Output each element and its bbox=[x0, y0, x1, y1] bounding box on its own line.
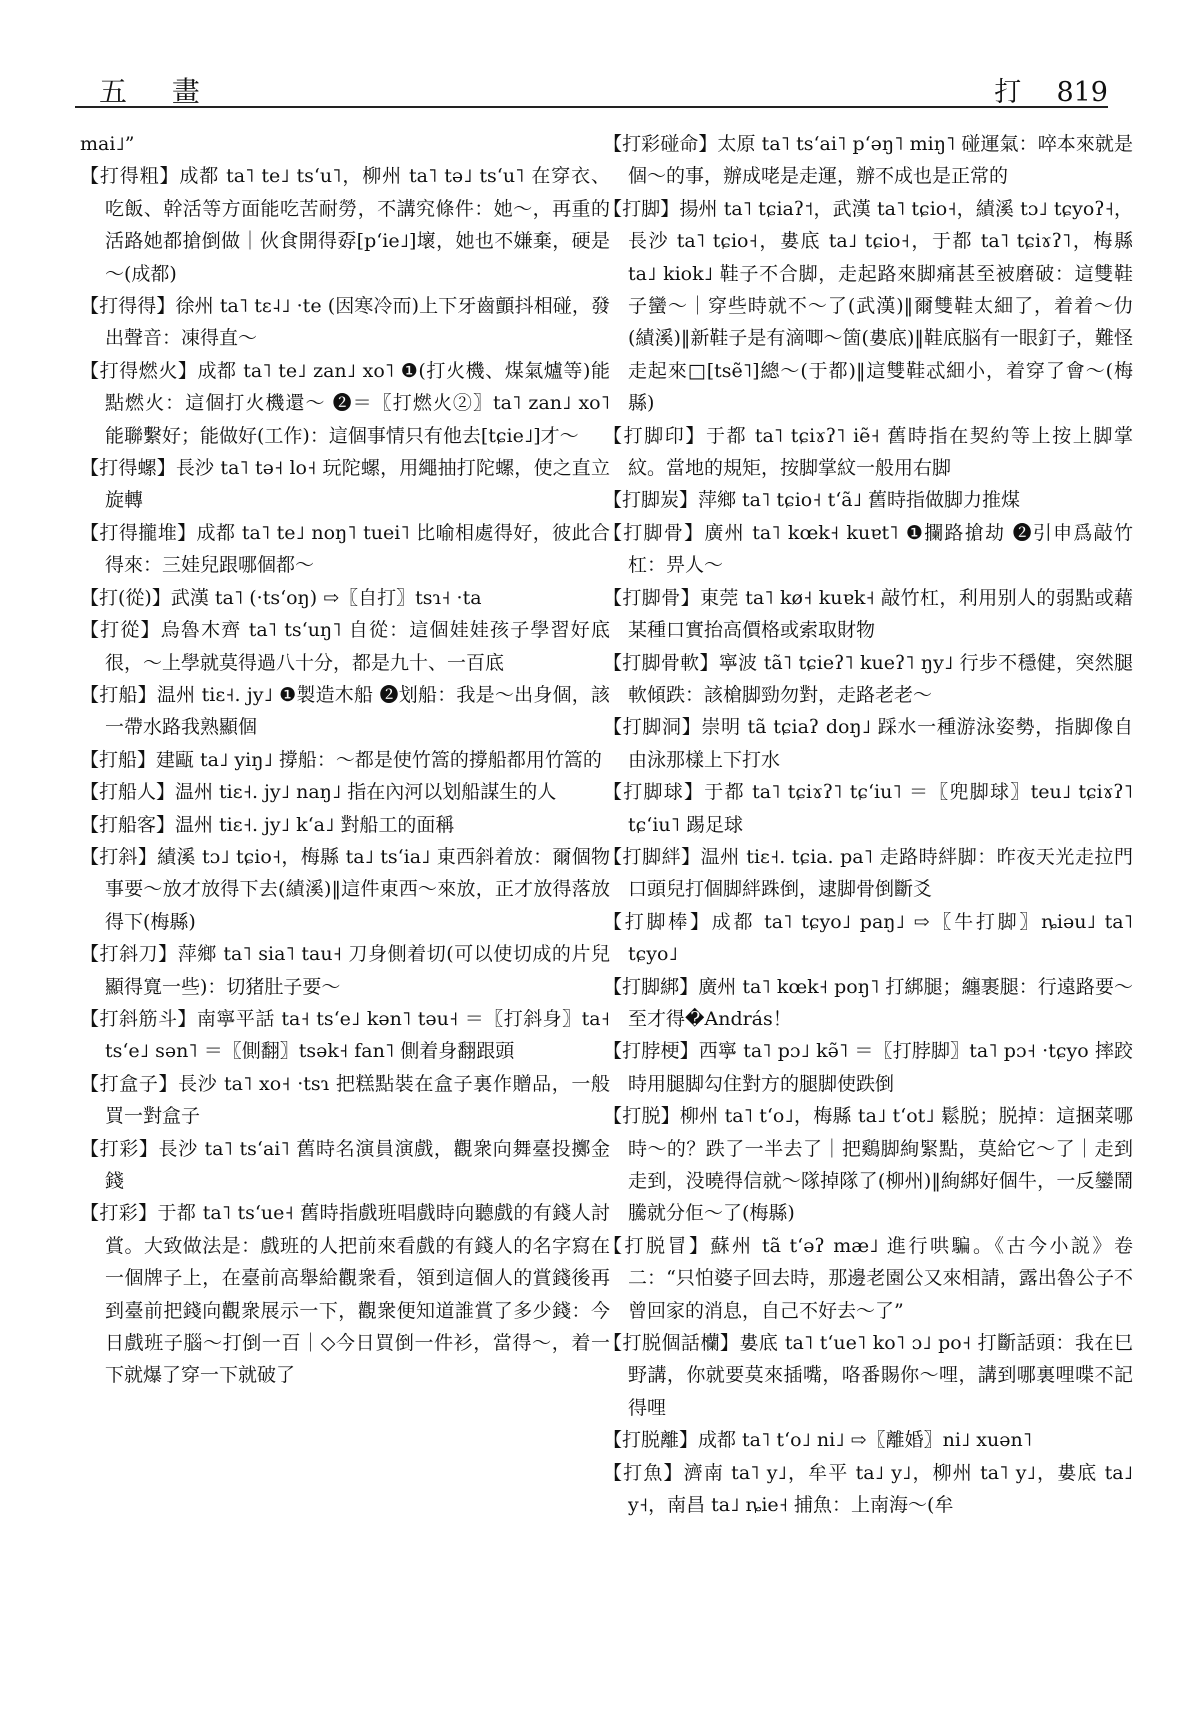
section-title: 五 畫 bbox=[99, 75, 218, 108]
dictionary-entry: 【打得燃火】成都 ta˥ te˩ zan˩ xo˥ ❶(打火機、煤氣爐等)能點燃火：這個打火機還～ ❷＝〖打燃火②〗ta˥ zan˩ xo˥ 能聯繫好；能做好(工作)：這個事情只有他去[tɕie˩]才～ bbox=[80, 359, 610, 447]
dictionary-entry: 【打船】建甌 ta˩ yiŋ˩ 撐船：～都是使竹篙的撐船都用竹篙的 bbox=[80, 748, 602, 771]
dictionary-entry: 【打得螺】長沙 ta˥ tə˧ lo˧ 玩陀螺，用繩抽打陀螺，使之直立旋轉 bbox=[80, 457, 610, 512]
page-number: 819 bbox=[1056, 77, 1108, 108]
header-character: 打 bbox=[994, 77, 1022, 108]
dictionary-entry: 【打魚】濟南 ta˥ y˩，牟平 ta˩ y˩，柳州 ta˥ y˩，婁底 ta˩ y˧，南昌 ta˩ ȵie˧ 捕魚：上南海～(牟 bbox=[603, 1461, 1133, 1517]
dictionary-entry: 【打從】烏魯木齊 ta˥ tsʻuŋ˥ 自從：這個娃娃孩子學習好底很，～上學就莫得過八十分，都是九十、一百底 bbox=[80, 619, 610, 674]
dictionary-entry: 【打斜筋斗】南寧平話 ta˧ tsʻe˩ kən˥ təu˧ ＝〖打斜身〗ta˧ tsʻe˩ sən˥ ＝〖側翻〗tsək˧ fan˥ 側着身翻跟頭 bbox=[80, 1007, 610, 1063]
dictionary-entry: 【打船】温州 tiɛ˧. jy˩ ❶製造木船 ❷划船：我是～出身個，該一帶水路我熟顯個 bbox=[80, 683, 610, 739]
dictionary-entry: 【打船人】温州 tiɛ˧. jy˩ naŋ˩ 指在內河以划船謀生的人 bbox=[80, 781, 557, 804]
left-column bbox=[80, 128, 610, 1718]
dictionary-entry: 【打得粗】成都 ta˥ te˩ tsʻu˥，柳州 ta˥ tə˩ tsʻu˥ 在穿衣、吃飯、幹活等方面能吃苦耐勞，不講究條件：她～，再重的活路她都搶倒做｜伙食開得孬[pʻie˩]壞，她也不嫌棄，硬是～(成都) bbox=[80, 165, 610, 285]
page-header-right bbox=[994, 70, 1108, 109]
dictionary-entry: 【打得攏堆】成都 ta˥ te˩ noŋ˥ tuei˥ 比喻相處得好，彼此合得來：三娃兒跟哪個都～ bbox=[80, 521, 610, 577]
dictionary-entry: 【打脚棒】成都 ta˥ tɕyo˩ paŋ˩ ⇨〖牛打脚〗ȵiəu˩ ta˥ tɕyo˩ bbox=[603, 910, 1133, 966]
dictionary-entry: 【打脚骨】東莞 ta˥ kø˧ kuɐk˧ 敲竹杠，利用别人的弱點或藉某種口實抬高價格或索取財物 bbox=[603, 586, 1133, 642]
header-rule bbox=[75, 106, 1108, 108]
dictionary-entry: 【打脚印】于都 ta˥ tɕiɤʔ˥ iẽ˧ 舊時指在契約等上按上脚掌紋。當地的規矩，按脚掌紋一般用右脚 bbox=[603, 424, 1133, 480]
dictionary-entry: 【打盒子】長沙 ta˥ xo˧ ·tsɿ 把糕點裝在盒子裏作贈品，一般買一對盒子 bbox=[80, 1072, 610, 1128]
dictionary-entry: 【打船客】温州 tiɛ˧. jy˩ kʻa˩ 對船工的面稱 bbox=[80, 813, 455, 836]
dictionary-entry: 【打斜】績溪 tɔ˩ tɕio˧，梅縣 ta˩ tsʻia˩ 東西斜着放：爾個物事要～放才放得下去(績溪)‖這件東西～來放，正才放得落放得下(梅縣) bbox=[80, 845, 610, 933]
dictionary-entry: 【打脱】柳州 ta˥ tʻo˩，梅縣 ta˩ tʻot˩ 鬆脱；脱掉：這捆菜哪時～的？跌了一半去了｜把鷄脚絢緊點，莫給它～了｜走到走到，没曉得信就～隊掉隊了(柳州)‖絢綁好個牛，一反鑾鬧騰就分佢～了(梅縣) bbox=[603, 1105, 1133, 1225]
entry-continuation: mai˩” bbox=[80, 133, 135, 155]
dictionary-entry: 【打脖梗】西寧 ta˥ pɔ˩ kə̃˥ ＝〖打脖脚〗ta˥ pɔ˧ ·tɕyo 摔跤時用腿脚勾住對方的腿脚使跌倒 bbox=[603, 1040, 1133, 1095]
dictionary-entry: 【打彩碰命】太原 ta˥ tsʻai˥ pʻəŋ˥ miŋ˥ 碰運氣：啐本來就是個～的事，辦成咾是走運，辦不成也是正常的 bbox=[603, 133, 1133, 188]
running-header bbox=[75, 64, 1108, 108]
dictionary-entry: 【打得得】徐州 ta˥ tɛ˨˩ ·te (因寒冷而)上下牙齒顫抖相碰，發出聲音：凍得直～ bbox=[80, 295, 610, 350]
dictionary-entry: 【打彩】長沙 ta˥ tsʻai˥ 舊時名演員演戲，觀衆向舞臺投擲金錢 bbox=[80, 1137, 610, 1192]
right-column bbox=[603, 128, 1133, 1718]
dictionary-entry: 【打斜刀】萍鄉 ta˥ sia˥ tau˧ 刀身側着切(可以使切成的片兒顯得寬一些)：切猪肚子要～ bbox=[80, 943, 610, 998]
dictionary-entry: 【打(從)】武漢 ta˥ (·tsʻoŋ) ⇨〖自打〗tsɿ˧ ·ta bbox=[80, 586, 482, 609]
dictionary-entry: 【打脱冒】蘇州 tã tʻəʔ mæ˩ 進行哄騙。《古今小説》卷二：“只怕婆子回去時，那邊老園公又來相請，露出魯公子不曾回家的消息，自己不好去～了” bbox=[603, 1234, 1133, 1322]
dictionary-entry: 【打脚洞】崇明 tã tɕiaʔ doŋ˩ 踩水一種游泳姿勢，指脚像自由泳那樣上下打水 bbox=[603, 716, 1133, 771]
dictionary-entry: 【打脚】揚州 ta˥ tɕiaʔ˦，武漢 ta˥ tɕio˧，績溪 tɔ˩ tɕyoʔ˧，長沙 ta˥ tɕio˧，婁底 ta˩ tɕio˧，于都 ta˥ tɕiɤʔ˥，梅縣 ta˩ kiok˩ 鞋子不合脚，走起路來脚痛甚至被磨破：這雙鞋子蠻～｜穿些時就不～了(武漢)‖爾雙鞋太細了，着着～仂(績溪)‖新鞋子是有滴唧～箇(婁底)‖鞋底脳有一眼釘子，難怪走起來□[tsẽ˥]總～(于都)‖這雙鞋忒細小，着穿了會～(梅縣) bbox=[603, 197, 1133, 415]
dictionary-entry: 【打脚球】于都 ta˥ tɕiɤʔ˥ tɕʻiu˥ ＝〖兜脚球〗teu˩ tɕiɤʔ˥ tɕʻiu˥ 踢足球 bbox=[603, 781, 1133, 836]
dictionary-entry: 【打彩】于都 ta˥ tsʻue˧ 舊時指戲班唱戲時向聽戲的有錢人討賞。大致做法是：戲班的人把前來看戲的有錢人的名字寫在一個牌子上，在臺前高舉給觀衆看，領到這個人的賞錢後再到臺前把錢向觀衆展示一下，觀衆便知道誰賞了多少錢：今日戲班子腦～打倒一百｜◇今日買倒一件衫，當得～，着一下就爆了穿一下就破了 bbox=[80, 1202, 610, 1387]
dictionary-entry: 【打脚綁】廣州 ta˥ kœk˧ poŋ˥ 打綁腿；纏裹腿：行遠路要～至才得�András！ bbox=[603, 975, 1133, 1030]
dictionary-entry: 【打脚骨軟】寧波 tã˥ tɕieʔ˥ kueʔ˥ ŋy˩ 行步不穩健，突然腿軟傾跌：該槍脚勁勿對，走路老老～ bbox=[603, 651, 1133, 706]
dictionary-entry: 【打脚炭】萍鄉 ta˥ tɕio˧ tʻã˩ 舊時指做脚力推煤 bbox=[603, 489, 1021, 512]
dictionary-entry: 【打脱個話欗】婁底 ta˥ tʻue˥ ko˥ ɔ˩ po˧ 打斷話頭：我在巳野講，你就要莫來插嘴，咯番賜你～哩，講到哪裏哩喋不記得哩 bbox=[603, 1332, 1133, 1419]
dictionary-entry: 【打脚絆】温州 tiɛ˧. tɕia. pa˥ 走路時絆脚：昨夜天光走拉門口頭兒打個脚絆跦倒，逮脚骨倒斷爻 bbox=[603, 845, 1133, 901]
dictionary-entry: 【打脚骨】廣州 ta˥ kœk˧ kuɐt˥ ❶攔路搶劫 ❷引申爲敲竹杠：畀人～ bbox=[603, 521, 1133, 577]
dictionary-entry: 【打脱離】成都 ta˥ tʻo˩ ni˩ ⇨〖離婚〗ni˩ xuən˥ bbox=[603, 1429, 1033, 1452]
